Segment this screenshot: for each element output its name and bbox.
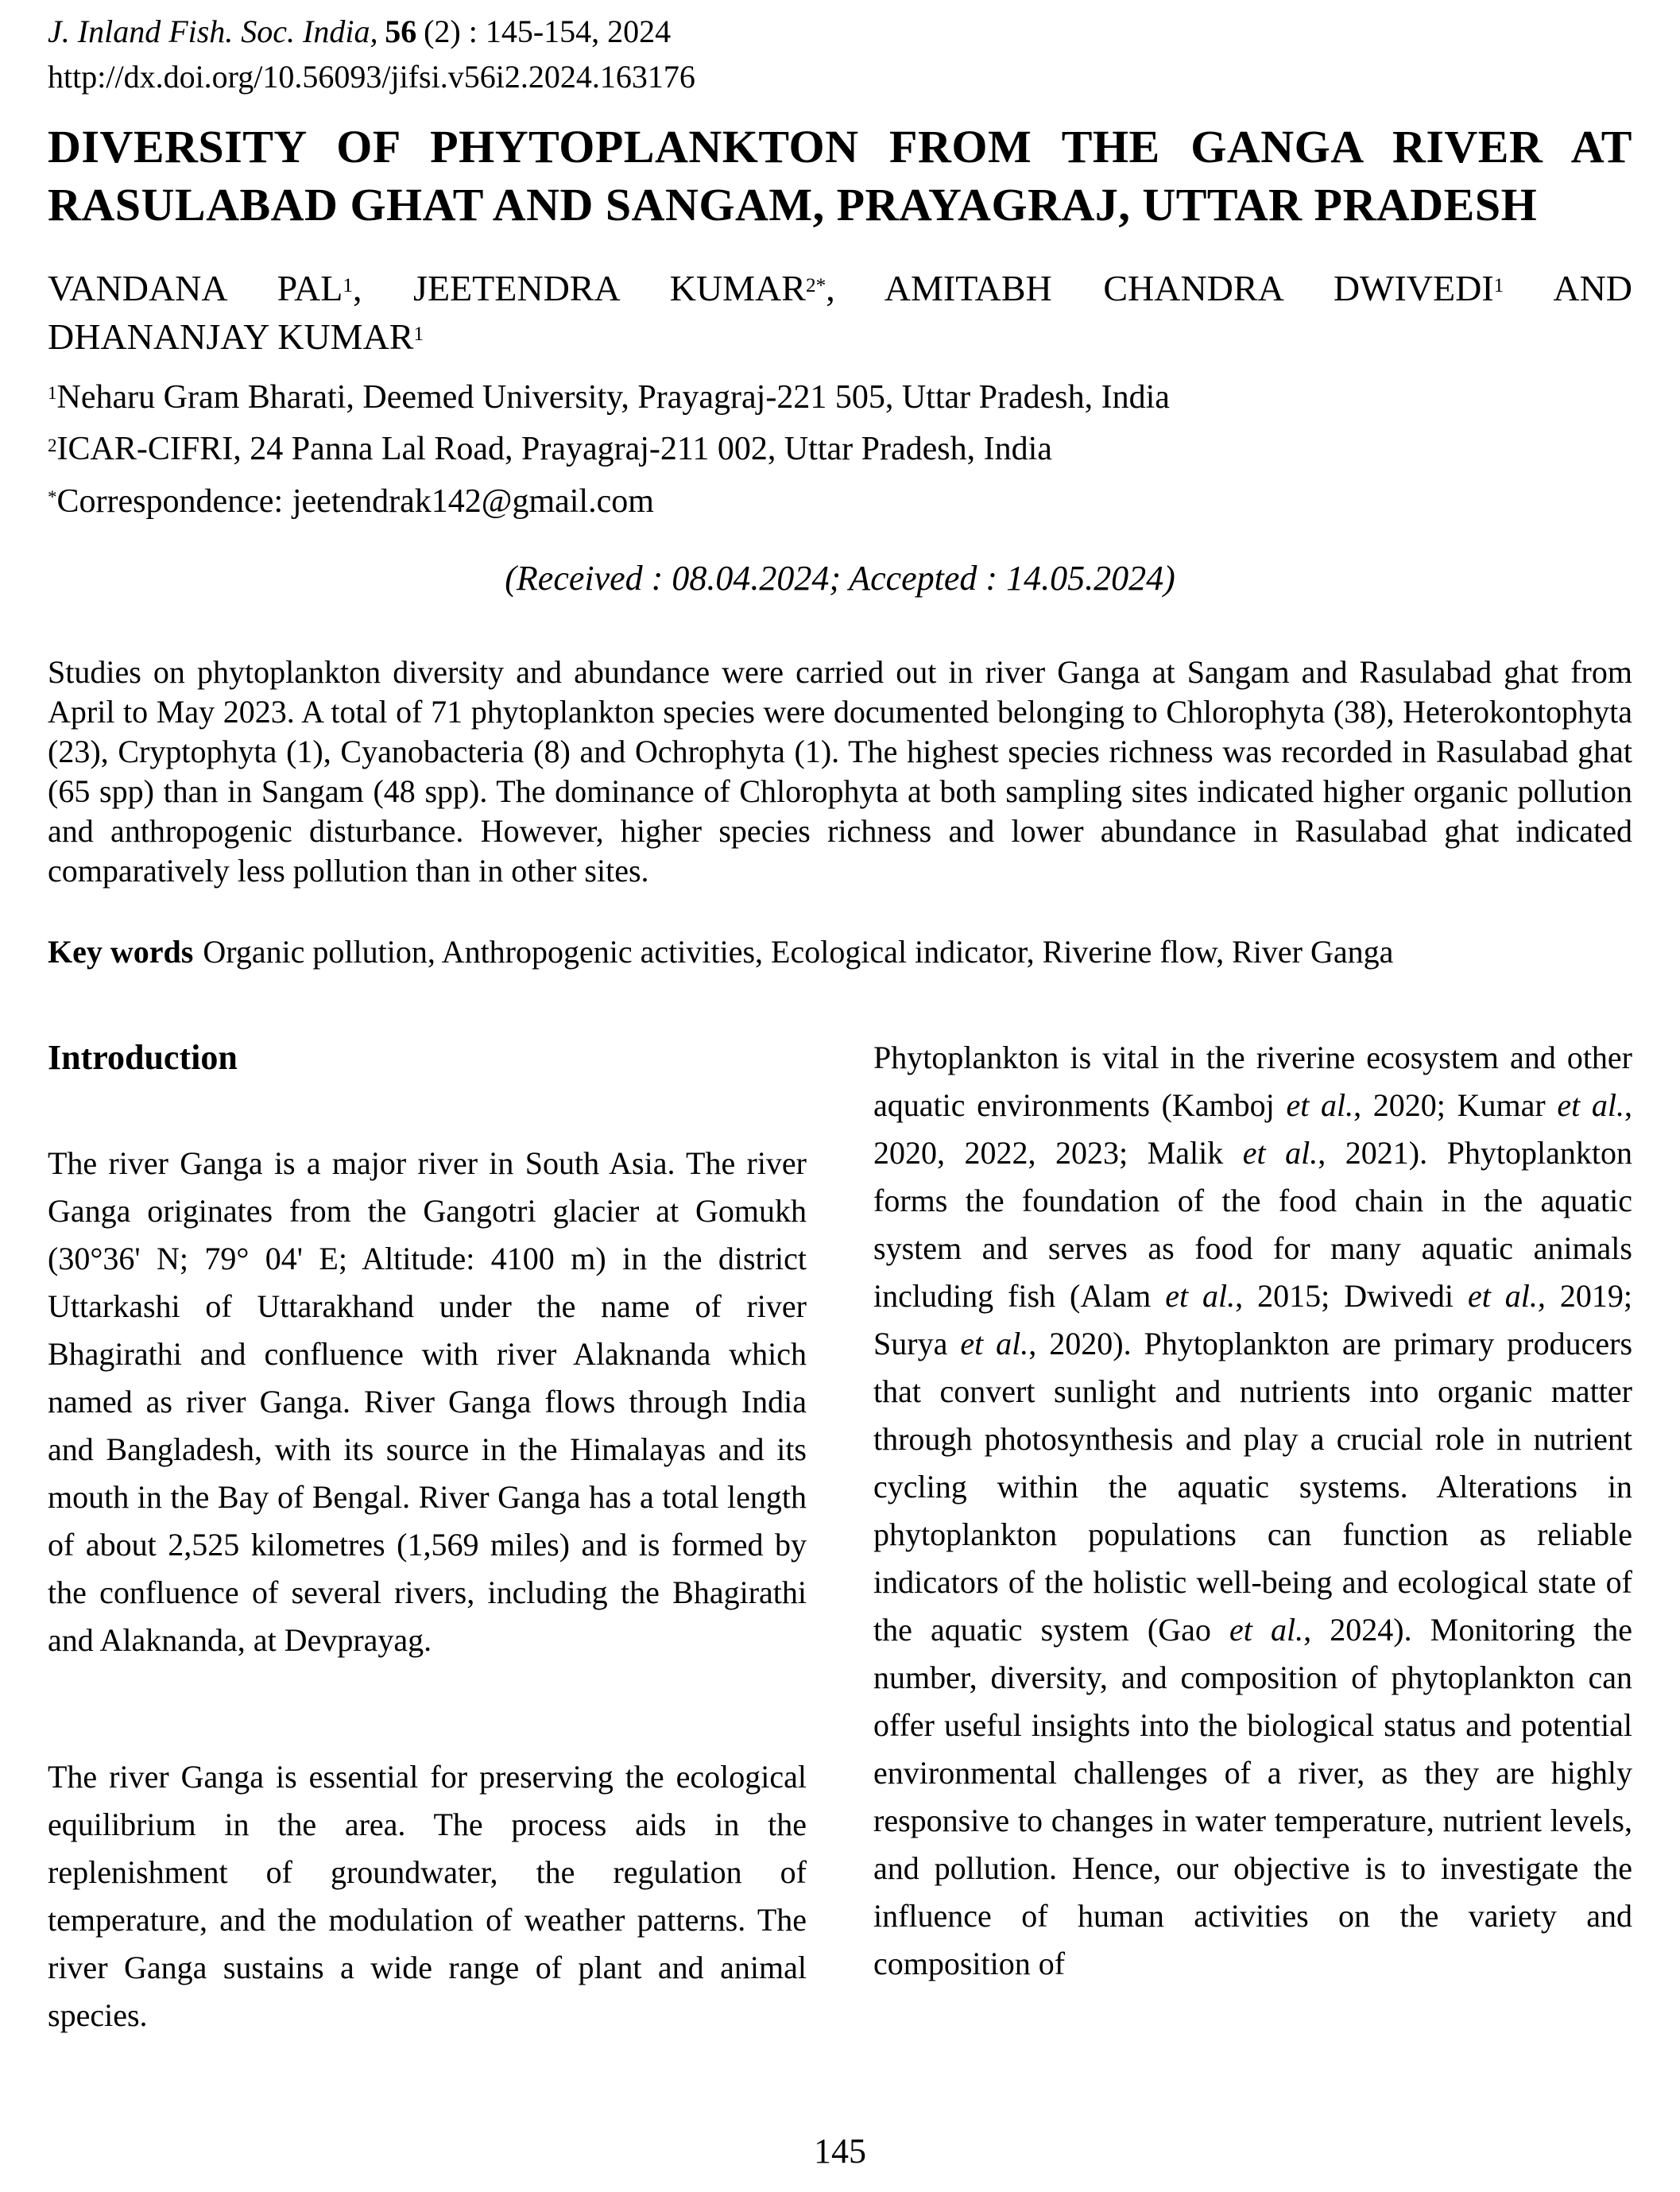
abstract-section [48,653,1632,972]
author-line-1: VANDANA PAL$^1$, JEETENDRA $KUMAR^{2*}$, AMITABH CHANDRA DWIVEDI$^1$ AND [48,268,1633,309]
article-title-line-1: DIVERSITY OF PHYTOPLANKTON FROM THE GANGA RIVER AT [48,121,1632,173]
keywords-line [48,932,1632,972]
correspondence-label: *Correspondence: [48,482,284,520]
journal-reference [48,13,1632,50]
article-title-line-2: RASULABAD GHAT AND SANGAM, PRAYAGRAJ, UTTAR PRADESH [48,179,1538,231]
affiliation-1: $^1$Neharu Gram Bharati, Deemed University, Prayagraj-221 505, Uttar Pradesh, India [48,378,1170,416]
intro-paragraph-2: The river Ganga is essential for preserving the ecological equilibrium in the area. The process aids in the replenishment of groundwater, the regulation of temperature, and the modulation of weather patterns. The river Ganga sustains a wide range of plant and animal species. [48,1759,807,2034]
affiliation-2: $^2$ICAR-CIFRI, 24 Panna Lal Road, Prayagraj-211 002, Uttar Pradesh, India [48,431,1052,468]
journal-issue-pages: (2) : 145-154, 2024 [424,14,672,49]
right-column-paragraph: Phytoplankton is vital in the riverine ecosystem and other aquatic environments (Kamboj et al., 2020; Kumar et al., 2020, 2022, 2023; Malik et al., 2021). Phytoplankton forms the foundation of the food chain in the aquatic system and serves as food for many aquatic animals including fish (Alam et al., 2015; Dwivedi et al., 2019; Surya et al., 2020). Phytoplankton are primary producers that convert sunlight and nutrients into organic matter through photosynthesis and play a crucial role in nutrient cycling within the aquatic systems. Alterations in phytoplankton populations can function as reliable indicators of the holistic well-being and ecological state of the aquatic system (Gao et al., 2024). Monitoring the number, diversity, and composition of phytoplankton can offer useful insights into the biological status and potential environmental challenges of a river, as they are highly responsive to changes in water temperature, nutrient levels, and pollution. Hence, our objective is to investigate the influence of human activities on the variety and composition of [873,1039,1633,1981]
page-header [48,13,1632,600]
author-line-2: DHANANJAY KUMAR$^1$ [48,316,424,358]
affiliations [48,378,1632,521]
keywords-text: Organic pollution, Anthropogenic activities, Ecological indicator, Riverine flow, River Ganga [203,933,1394,970]
page-number: 145 [814,2132,866,2171]
keywords-label: Key words [48,933,194,970]
doi-link[interactable]: http://dx.doi.org/10.56093/jifsi.v56i2.2024.163176 [48,59,695,95]
left-column [48,1034,807,2039]
received-accepted-line: (Received : 08.04.2024; Accepted : 14.05.2024) [505,559,1175,598]
journal-name: J. Inland Fish. Soc. India, [48,14,378,49]
article-body [48,1034,1632,2039]
article-title [48,118,1632,234]
correspondence-email[interactable]: jeetendrak142@gmail.com [292,482,654,520]
abstract-text: Studies on phytoplankton diversity and abundance were carried out in river Ganga at Sangam and Rasulabad ghat from April to May 2023. A total of 71 phytoplankton species were documented belonging to Chlorophyta (38), Heterokontophyta (23), Cryptophyta (1), Cyanobacteria (8) and Ochrophyta (1). The highest species richness was recorded in Rasulabad ghat (65 spp) than in Sangam (48 spp). The dominance of Chlorophyta at both sampling sites indicated higher organic pollution and anthropogenic disturbance. However, higher species richness and lower abundance in Rasulabad ghat indicated comparatively less pollution than in other sites. [48,653,1632,889]
author-list [48,265,1632,361]
right-column [873,1034,1632,2039]
section-heading-introduction: Introduction [48,1037,238,1077]
journal-volume: 56 [385,14,417,49]
correspondence-line [48,482,1632,521]
intro-paragraph-1: The river Ganga is a major river in South Asia. The river Ganga originates from the Gangotri glacier at Gomukh (30°36' N; 79° 04' E; Altitude: 4100 m) in the district Uttarkashi of Uttarakhand under the name of river Bhagirathi and confluence with river Alaknanda which named as river Ganga. River Ganga flows through India and Bangladesh, with its source in the Himalayas and its mouth in the Bay of Bengal. River Ganga has a total length of about 2,525 kilometres (1,569 miles) and is formed by the confluence of several rivers, including the Bhagirathi and Alaknanda, at Devprayag. [48,1145,807,1659]
